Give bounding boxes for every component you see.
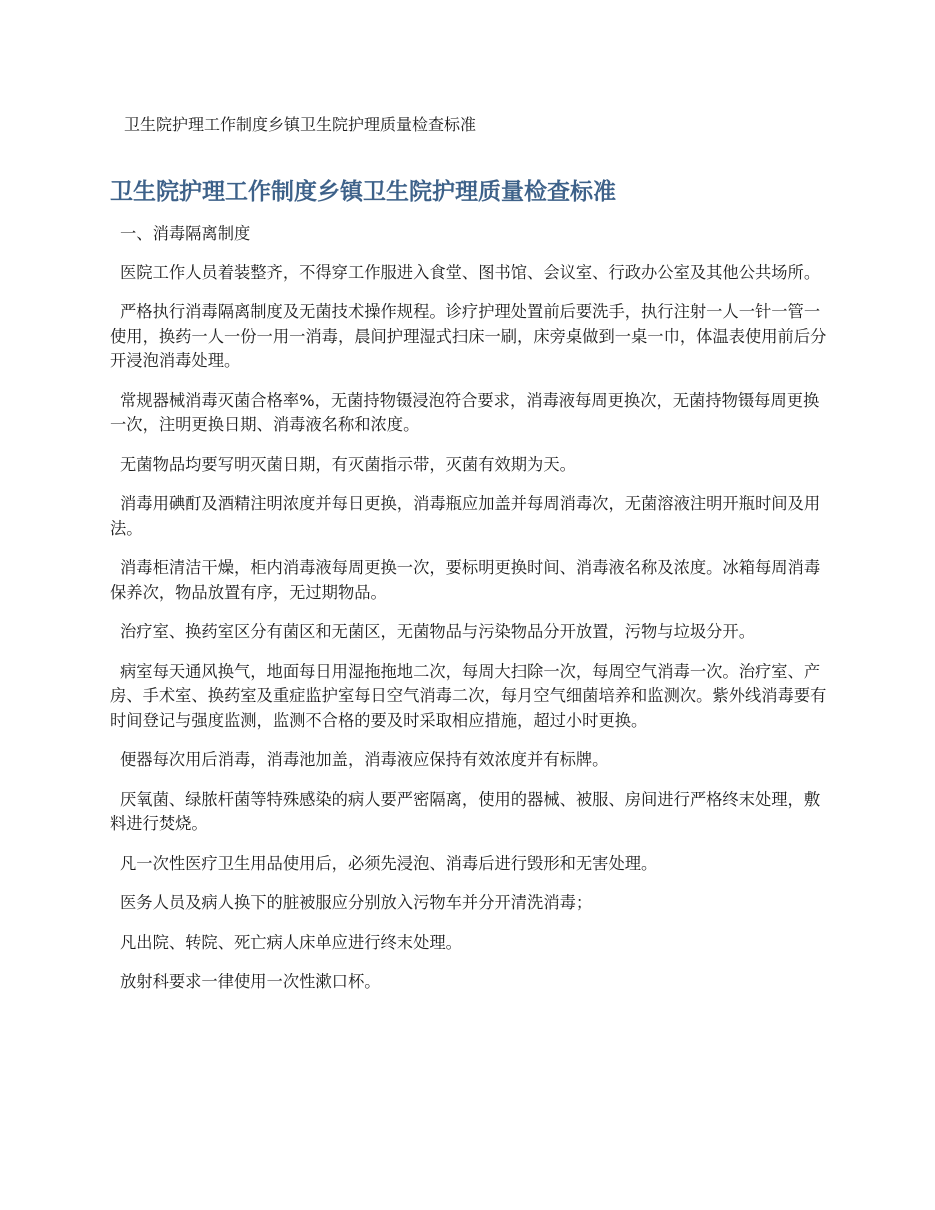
paragraph: 医院工作人员着装整齐，不得穿工作服进入食堂、图书馆、会议室、行政办公室及其他公共场所。 [120, 262, 821, 282]
paragraph: 常规器械消毒灭菌合格率%，无菌持物镊浸泡符合要求，消毒液每周更换次，无菌持物镊每周更换一次，注明更换日期、消毒液名称和浓度。 [110, 390, 820, 434]
paragraph: 严格执行消毒隔离制度及无菌技术操作规程。诊疗护理处置前后要洗手，执行注射一人一针一管一使用，换药一人一份一用一消毒，晨间护理湿式扫床一刷，床旁桌做到一桌一巾，体温表使用前后分开浸泡消毒处理。 [110, 302, 827, 370]
paragraph: 医务人员及病人换下的脏被服应分别放入污物车并分开清洗消毒； [120, 893, 593, 912]
document-header-title: 卫生院护理工作制度乡镇卫生院护理质量检查标准 [124, 115, 477, 134]
paragraph: 消毒用碘酊及酒精注明浓度并每日更换，消毒瓶应加盖并每周消毒次，无菌溶液注明开瓶时间及用法。 [110, 494, 821, 538]
paragraph: 凡出院、转院、死亡病人床单应进行终末处理。 [120, 932, 462, 952]
paragraph: 无菌物品均要写明灭菌日期，有灭菌指示带，灭菌有效期为天。 [120, 454, 576, 474]
paragraph: 放射科要求一律使用一次性漱口杯。 [120, 972, 381, 991]
document-body [110, 222, 828, 1010]
paragraph: 凡一次性医疗卫生用品使用后，必须先浸泡、消毒后进行毁形和无害处理。 [120, 853, 658, 873]
paragraph: 病室每天通风换气，地面每日用湿拖拖地二次，每周大扫除一次，每周空气消毒一次。治疗室、产房、手术室、换药室及重症监护室每日空气消毒二次，每月空气细菌培养和监测次。紫外线消毒要有时间登记与强度监测，监测不合格的要及时采取相应措施，超过小时更换。 [110, 661, 827, 730]
paragraph: 厌氧菌、绿脓杆菌等特殊感染的病人要严密隔离，使用的器械、被服、房间进行严格终末处理，敷料进行焚烧。 [110, 789, 821, 833]
document-main-title: 卫生院护理工作制度乡镇卫生院护理质量检查标准 [110, 179, 616, 205]
paragraph: 消毒柜清洁干燥，柜内消毒液每周更换一次，要标明更换时间、消毒液名称及浓度。冰箱每周消毒保养次，物品放置有序，无过期物品。 [110, 558, 821, 602]
section-heading: 一、消毒隔离制度 [120, 224, 251, 243]
paragraph: 治疗室、换药室区分有菌区和无菌区，无菌物品与污染物品分开放置，污物与垃圾分开。 [120, 622, 755, 641]
paragraph: 便器每次用后消毒，消毒池加盖，消毒液应保持有效浓度并有标牌。 [120, 750, 609, 769]
